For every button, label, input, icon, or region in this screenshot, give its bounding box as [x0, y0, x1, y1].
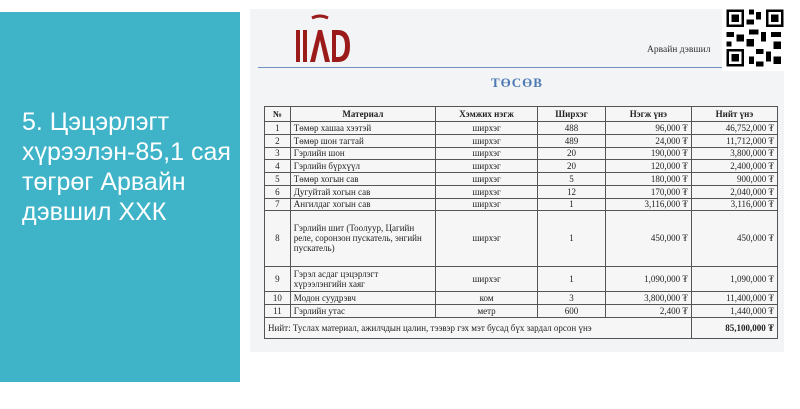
document-title: ТӨСӨВ: [491, 75, 543, 90]
cell-unit: ширхэг: [435, 173, 537, 186]
cell-unit-price: 24,000 ₮: [605, 134, 691, 147]
table-header-row: [265, 107, 778, 122]
cell-material: Дугуйтай хогын сав: [290, 185, 435, 198]
cell-quantity: 1: [538, 211, 606, 266]
cell-total-price: 2,400,000 ₮: [691, 160, 777, 173]
cell-unit: ширхэг: [435, 185, 537, 198]
cell-quantity: 1: [538, 266, 606, 292]
cell-total-price: 3,116,000 ₮: [691, 198, 777, 211]
cell-no: 11: [265, 304, 291, 317]
table-footer-row: [265, 317, 778, 338]
cell-quantity: 1: [538, 198, 606, 211]
cell-unit-price: 2,400 ₮: [605, 304, 691, 317]
cell-no: 8: [265, 211, 291, 266]
cell-no: 9: [265, 266, 291, 292]
qr-code-icon: [722, 5, 788, 71]
cell-unit: ширхэг: [435, 147, 537, 160]
table-row: [265, 160, 778, 173]
table-row: [265, 173, 778, 186]
cell-quantity: 5: [538, 173, 606, 186]
cell-no: 4: [265, 160, 291, 173]
cell-material: Төмөр хогын сав: [290, 173, 435, 186]
cell-unit-price: 190,000 ₮: [605, 147, 691, 160]
table-row: [265, 304, 778, 317]
cell-material: Гэрэл асдаг цэцэрлэгт хүрээлэнгийн хаяг: [290, 266, 435, 292]
header-unit-price: Нэгж үнэ: [605, 107, 691, 122]
cell-unit-price: 120,000 ₮: [605, 160, 691, 173]
header-divider: [258, 67, 778, 68]
cell-quantity: 489: [538, 134, 606, 147]
cell-unit: ширхэг: [435, 160, 537, 173]
table-row: [265, 198, 778, 211]
cell-no: 7: [265, 198, 291, 211]
cell-no: 10: [265, 292, 291, 305]
cell-total-price: 900,000 ₮: [691, 173, 777, 186]
cell-material: Гэрлийн бүрхүүл: [290, 160, 435, 173]
cell-quantity: 12: [538, 185, 606, 198]
header-material: Материал: [290, 107, 435, 122]
footer-total: 85,100,000 ₮: [691, 317, 777, 338]
table-row: [265, 211, 778, 266]
cell-unit: ширхэг: [435, 198, 537, 211]
cell-quantity: 20: [538, 147, 606, 160]
cell-unit-price: 3,800,000 ₮: [605, 292, 691, 305]
cell-material: Гэрлийн утас: [290, 304, 435, 317]
cell-no: 5: [265, 173, 291, 186]
cell-unit: ширхэг: [435, 266, 537, 292]
cell-total-price: 11,712,000 ₮: [691, 134, 777, 147]
table-row: [265, 134, 778, 147]
title-panel: [0, 12, 240, 382]
footer-label: Нийт: Туслах материал, ажилчдын цалин, тээвэр гэх мэт бусад бүх зардал орсон үнэ: [265, 317, 692, 338]
cell-no: 2: [265, 134, 291, 147]
cell-total-price: 1,090,000 ₮: [691, 266, 777, 292]
cell-total-price: 2,040,000 ₮: [691, 185, 777, 198]
cell-quantity: 20: [538, 160, 606, 173]
cell-unit-price: 180,000 ₮: [605, 173, 691, 186]
cell-material: Гэрлийн шит (Тоолуур, Цагийн реле, соронзон пускатель, энгийн пускатель): [290, 211, 435, 266]
cell-material: Төмөр шон тагтай: [290, 134, 435, 147]
cell-material: Гэрлийн шон: [290, 147, 435, 160]
cell-unit: ширхэг: [435, 134, 537, 147]
cell-material: Модон суудрэвч: [290, 292, 435, 305]
company-logo-icon: [290, 14, 352, 66]
cell-unit-price: 450,000 ₮: [605, 211, 691, 266]
cell-total-price: 3,800,000 ₮: [691, 147, 777, 160]
header-quantity: Ширхэг: [538, 107, 606, 122]
cell-unit-price: 3,116,000 ₮: [605, 198, 691, 211]
budget-table: [264, 106, 778, 339]
cell-quantity: 600: [538, 304, 606, 317]
cell-unit: ком: [435, 292, 537, 305]
cell-unit-price: 170,000 ₮: [605, 185, 691, 198]
cell-unit-price: 96,000 ₮: [605, 122, 691, 135]
cell-material: Ангилдаг хогын сав: [290, 198, 435, 211]
table-row: [265, 266, 778, 292]
cell-unit-price: 1,090,000 ₮: [605, 266, 691, 292]
table-row: [265, 185, 778, 198]
table-row: [265, 122, 778, 135]
cell-no: 3: [265, 147, 291, 160]
header-total-price: Нийт үнэ: [691, 107, 777, 122]
cell-quantity: 488: [538, 122, 606, 135]
cell-no: 6: [265, 185, 291, 198]
cell-unit: метр: [435, 304, 537, 317]
table-row: [265, 292, 778, 305]
cell-unit: ширхэг: [435, 211, 537, 266]
cell-total-price: 450,000 ₮: [691, 211, 777, 266]
cell-total-price: 11,400,000 ₮: [691, 292, 777, 305]
header-unit: Хэмжих нэгж: [435, 107, 537, 122]
cell-unit: ширхэг: [435, 122, 537, 135]
table-row: [265, 147, 778, 160]
slide-title: 5. Цэцэрлэгт хүрээлэн-85,1 сая төгрөг Арвайн дэвшил ХХК: [22, 108, 231, 226]
cell-total-price: 46,752,000 ₮: [691, 122, 777, 135]
cell-total-price: 1,440,000 ₮: [691, 304, 777, 317]
header-no: №: [265, 107, 291, 122]
cell-quantity: 3: [538, 292, 606, 305]
company-name: Арвайн дэвшил: [647, 45, 711, 55]
cell-material: Төмөр хашаа хээтэй: [290, 122, 435, 135]
cell-no: 1: [265, 122, 291, 135]
